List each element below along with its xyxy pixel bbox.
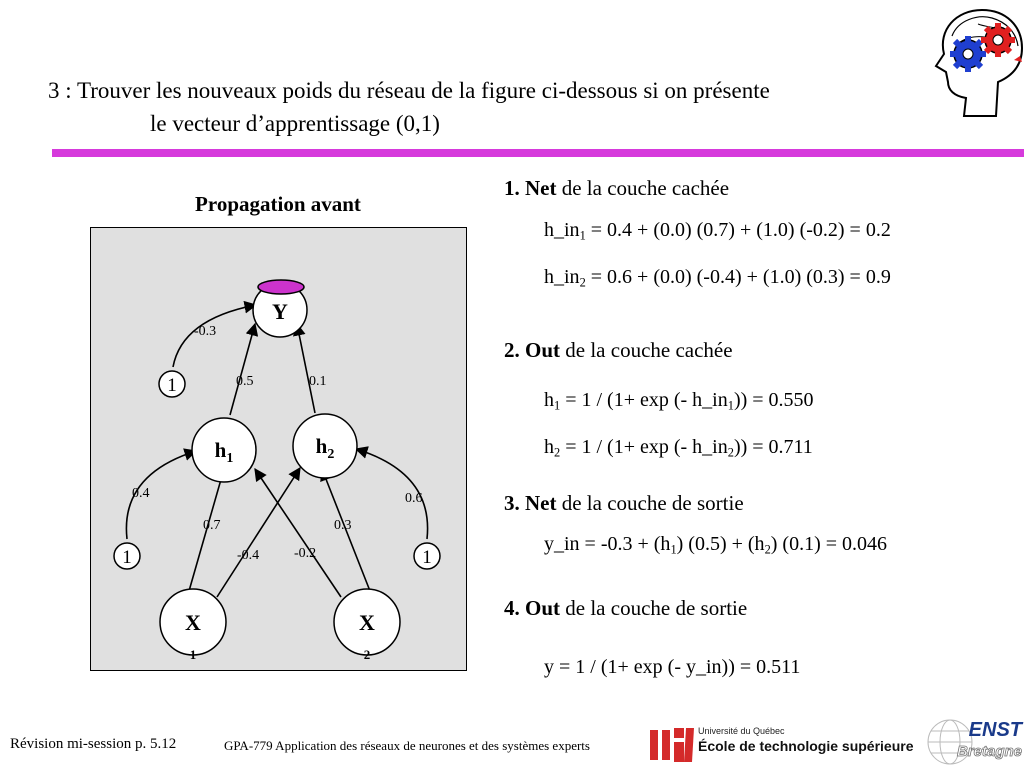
weight-x1-h1: 0.7 — [203, 518, 221, 533]
weight-bias-h1: 0.4 — [132, 486, 150, 501]
node-bias-y-label: 1 — [167, 375, 177, 396]
node-bias-h2-label: 1 — [422, 547, 432, 568]
step-2-heading: 2. Out de la couche cachée — [504, 338, 733, 362]
enst-text: ENST — [968, 719, 1022, 741]
title-line-1: 3 : Trouver les nouveaux poids du réseau de la figure ci-dessous si on présente — [48, 78, 770, 103]
weight-x1-h2: -0.4 — [237, 548, 260, 563]
step-4-heading: 4. Out de la couche de sortie — [504, 596, 748, 620]
node-x2-label: X — [359, 610, 375, 635]
title-line-2: le vecteur d’apprentissage (0,1) — [150, 111, 440, 136]
step-1-heading: 1. Net de la couche cachée — [504, 176, 730, 200]
equation-h-2: $h_2 = 1 / (1+ \exp$ (- $h\_in_2)) = 0.711$ — [544, 436, 813, 460]
equation-h-in-2: $h\_in_2 = 0.6 + (0.0) (-0.4) + (1.0) (0.3) = 0.9$ — [544, 266, 891, 290]
slide-title — [48, 74, 770, 140]
footer-revision: Révision mi-session p. 5.12 — [10, 736, 177, 752]
node-x1-sub: 1 — [189, 647, 197, 662]
equation-y-in: y_in = $-0.3 + (h_1) (0.5) + (h_2) (0.1) = 0.046$ — [544, 533, 888, 557]
enst-bretagne-logo — [922, 712, 1024, 768]
equation-h-in-1: $h\_in_1 = 0.4 + (0.0) (0.7) + (1.0) (-0.2) = 0.2$ — [544, 219, 891, 243]
node-x2-sub: 2 — [363, 647, 371, 662]
blue-gear-icon — [950, 36, 986, 72]
node-h2-label: $h_2$ — [315, 434, 335, 462]
red-gear-icon — [981, 23, 1015, 57]
node-y-label: Y — [272, 299, 288, 324]
equation-h-1: $h_1 = 1 / (1+ \exp$ (- $h\_in_1)) = 0.550$ — [544, 389, 814, 413]
node-x1-label: X — [185, 610, 201, 635]
weight-bias-y: -0.3 — [194, 324, 217, 339]
enst-bretagne-text: Bretagne — [956, 743, 1022, 760]
weight-h2-y: 0.1 — [309, 374, 327, 389]
weight-x2-h1: -0.2 — [294, 546, 317, 561]
diagram-title: Propagation avant — [195, 192, 361, 216]
equation-y: y = 1 / (1+ exp (- y_in)) = 0.511 — [544, 656, 801, 678]
title-rule — [52, 149, 1024, 157]
weight-bias-h2: 0.6 — [405, 491, 423, 506]
node-h1-label: $h_1$ — [214, 438, 234, 466]
neural-network-diagram — [90, 227, 468, 671]
node-bias-h1-label: 1 — [122, 547, 132, 568]
footer-course: GPA-779 Application des réseaux de neurones et des systèmes experts — [224, 738, 590, 753]
weight-h1-y: 0.5 — [236, 374, 254, 389]
ets-university-text: Université du Québec — [698, 726, 785, 736]
ets-school-name: École de technologie supérieure — [698, 738, 914, 754]
step-3-heading: 3. Net de la couche de sortie — [504, 491, 744, 515]
head-gears-logo — [934, 6, 1024, 118]
output-cap — [258, 280, 304, 294]
weight-x2-h2: 0.3 — [334, 518, 352, 533]
